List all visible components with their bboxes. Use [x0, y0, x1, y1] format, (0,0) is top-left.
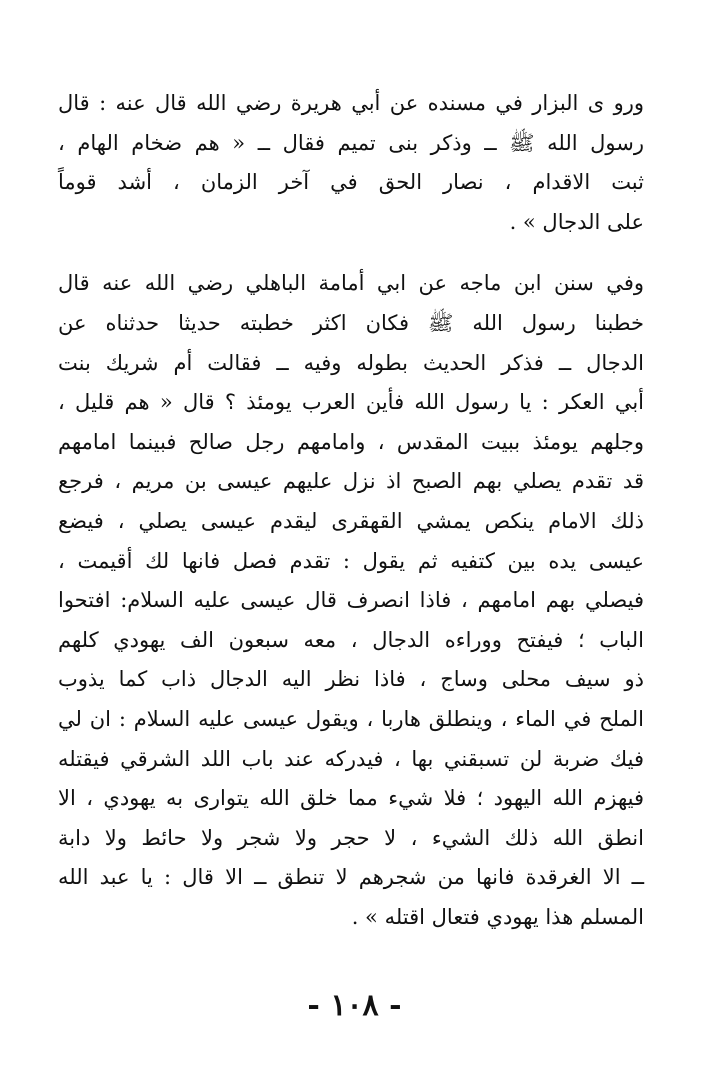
text-line: ورو ى البزار في مسنده عن أبي هريرة رضي الله قال عنه : قال [58, 91, 644, 115]
text-line: وفي سنن ابن ماجه عن ابي أمامة الباهلي رضي الله عنه قال [58, 271, 644, 296]
paragraph-2 [58, 264, 644, 937]
text-line: فيصلي بهم امامهم ، فاذا انصرف قال عيسى عليه السلام: افتحوا [58, 588, 644, 613]
document-body [58, 84, 644, 937]
text-line: رسول الله ﷺ ــ وذكر بنى تميم فقال ــ « هم ضخام الهام ، [58, 130, 644, 155]
text-line: قد تقدم يصلي بهم الصبح اذ نزل عليهم عيسى بن مريم ، فرجع [58, 469, 644, 494]
text-line: خطبنا رسول الله ﷺ فكان اكثر خطبته حديثا حدثناه عن [58, 310, 644, 335]
text-line: الباب ؛ فيفتح ووراءه الدجال ، معه سبعون الف يهودي كلهم [58, 627, 644, 652]
paragraph-gap [58, 242, 644, 264]
text-line: عيسى يده بين كتفيه ثم يقول : تقدم فصل فانها لك أقيمت ، [58, 548, 644, 573]
text-line: المسلم هذا يهودي فتعال اقتله » . [351, 904, 644, 929]
text-line: ذو سيف محلى وساج ، فاذا نظر اليه الدجال ذاب كما يذوب [58, 667, 644, 692]
text-line: ذلك الامام ينكص يمشي القهقرى ليقدم عيسى يصلي ، فيضع [58, 508, 644, 533]
text-line: الملح في الماء ، وينطلق هاربا ، ويقول عيسى عليه السلام : ان لي [58, 706, 644, 731]
text-line: فيك ضربة لن تسبقني بها ، فيدركه عند باب اللد الشرقي فيقتله [58, 746, 644, 771]
page-number: - ١٠٨ - [307, 988, 402, 1023]
text-line: ثبت الاقدام ، نصار الحق في آخر الزمان ، أشد قوماً [58, 170, 644, 195]
text-line: الدجال ــ فذكر الحديث بطوله وفيه ــ فقالت أم شريك بنت [58, 350, 644, 375]
text-line: وجلهم يومئذ ببيت المقدس ، وامامهم رجل صالح فبينما امامهم [58, 429, 644, 454]
text-line: ــ الا الغرقدة فانها من شجرهم لا تنطق ــ الا قال : يا عبد الله [58, 865, 644, 890]
text-line: فيهزم الله اليهود ؛ فلا شيء مما خلق الله يتوارى به يهودي ، الا [58, 786, 644, 811]
text-line: انطق الله ذلك الشيء ، لا حجر ولا شجر ولا حائط ولا دابة [58, 825, 644, 850]
text-line: أبي العكر : يا رسول الله فأين العرب يومئذ ؟ قال « هم قليل ، [58, 390, 644, 415]
text-line: على الدجال » . [509, 209, 644, 234]
paragraph-1 [58, 84, 644, 242]
